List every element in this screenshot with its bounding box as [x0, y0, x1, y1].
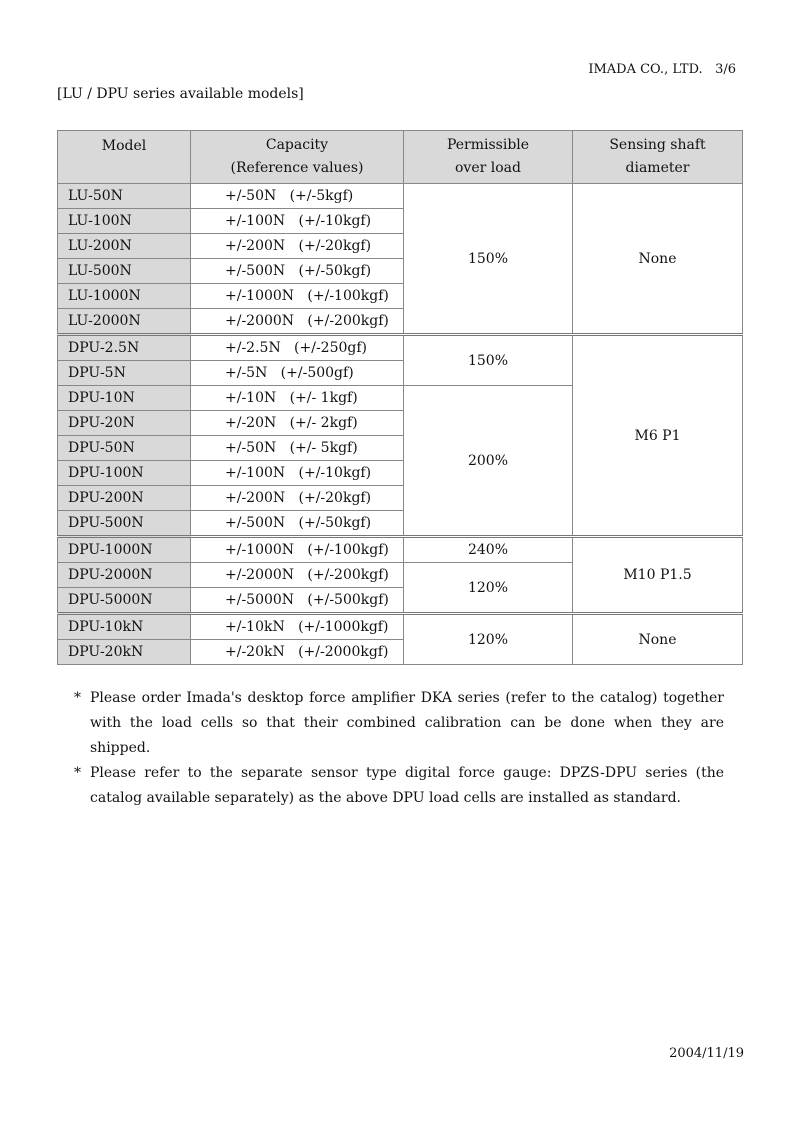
overload-cell: 120% [404, 614, 573, 665]
model-cell: DPU-2.5N [58, 335, 191, 361]
model-cell: DPU-10kN [58, 614, 191, 640]
section-title: [LU / DPU series available models] [57, 86, 304, 102]
capacity-cell: +/-500N (+/-50kgf) [191, 511, 404, 537]
overload-cell: 200% [404, 386, 573, 537]
note-asterisk: * [74, 765, 81, 781]
capacity-cell: +/-1000N (+/-100kgf) [191, 537, 404, 563]
capacity-cell: +/-10kN (+/-1000kgf) [191, 614, 404, 640]
model-cell: LU-1000N [58, 284, 191, 309]
model-cell: LU-2000N [58, 309, 191, 335]
models-table [57, 130, 743, 665]
header-shaft: Sensing shaft diameter [573, 131, 743, 184]
header-overload: Permissible over load [404, 131, 573, 184]
capacity-cell: +/-2000N (+/-200kgf) [191, 563, 404, 588]
capacity-cell: +/-2000N (+/-200kgf) [191, 309, 404, 335]
capacity-cell: +/-50N (+/-5kgf) [191, 184, 404, 209]
shaft-cell: None [573, 184, 743, 335]
page-header [588, 62, 736, 77]
model-cell: DPU-100N [58, 461, 191, 486]
company-name: IMADA CO., LTD. [588, 62, 703, 77]
shaft-cell: None [573, 614, 743, 665]
note-text: Please refer to the separate sensor type digital force gauge: DPZS-DPU series (the catalog available separately) as the above DPU load cells are installed as standard. [90, 765, 724, 806]
capacity-cell: +/-2.5N (+/-250gf) [191, 335, 404, 361]
capacity-cell: +/-20N (+/- 2kgf) [191, 411, 404, 436]
table-row [58, 614, 743, 640]
overload-cell: 120% [404, 563, 573, 614]
note-asterisk: * [74, 690, 81, 706]
table-header-row [58, 131, 743, 184]
capacity-cell: +/-1000N (+/-100kgf) [191, 284, 404, 309]
page-number: 3/6 [715, 62, 736, 77]
capacity-cell: +/-20kN (+/-2000kgf) [191, 640, 404, 665]
model-cell: LU-50N [58, 184, 191, 209]
capacity-cell: +/-5N (+/-500gf) [191, 361, 404, 386]
model-cell: DPU-50N [58, 436, 191, 461]
note-item [74, 761, 724, 811]
note-text: Please order Imada's desktop force amplifier DKA series (refer to the catalog) together with the load cells so that their combined calibration can be done when they are shipped. [90, 690, 724, 756]
capacity-cell: +/-100N (+/-10kgf) [191, 209, 404, 234]
shaft-cell: M10 P1.5 [573, 537, 743, 614]
table-row [58, 537, 743, 563]
capacity-cell: +/-50N (+/- 5kgf) [191, 436, 404, 461]
model-cell: LU-200N [58, 234, 191, 259]
capacity-cell: +/-500N (+/-50kgf) [191, 259, 404, 284]
capacity-cell: +/-200N (+/-20kgf) [191, 486, 404, 511]
header-capacity: Capacity (Reference values) [191, 131, 404, 184]
note-item [74, 686, 724, 761]
capacity-cell: +/-10N (+/- 1kgf) [191, 386, 404, 411]
notes [74, 686, 724, 811]
header-model: Model [58, 131, 191, 184]
footer-date: 2004/11/19 [669, 1046, 744, 1061]
capacity-cell: +/-200N (+/-20kgf) [191, 234, 404, 259]
model-cell: LU-500N [58, 259, 191, 284]
model-cell: DPU-5N [58, 361, 191, 386]
capacity-cell: +/-100N (+/-10kgf) [191, 461, 404, 486]
shaft-cell: M6 P1 [573, 335, 743, 537]
model-cell: DPU-20N [58, 411, 191, 436]
model-cell: DPU-1000N [58, 537, 191, 563]
model-cell: LU-100N [58, 209, 191, 234]
table-row [58, 184, 743, 209]
table-row [58, 335, 743, 361]
model-cell: DPU-20kN [58, 640, 191, 665]
capacity-cell: +/-5000N (+/-500kgf) [191, 588, 404, 614]
overload-cell: 150% [404, 184, 573, 335]
model-cell: DPU-500N [58, 511, 191, 537]
model-cell: DPU-10N [58, 386, 191, 411]
model-cell: DPU-2000N [58, 563, 191, 588]
overload-cell: 240% [404, 537, 573, 563]
model-cell: DPU-200N [58, 486, 191, 511]
model-cell: DPU-5000N [58, 588, 191, 614]
overload-cell: 150% [404, 335, 573, 386]
